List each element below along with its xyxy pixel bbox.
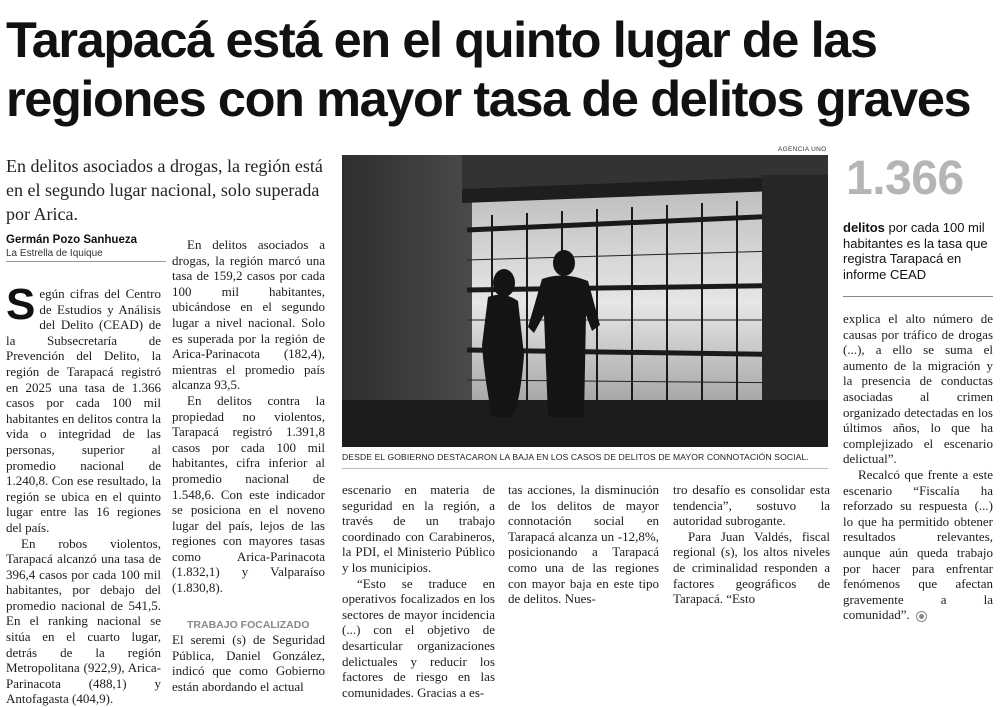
author-outlet: La Estrella de Iquique [6,247,176,260]
article-column-1 [6,286,161,707]
article-paragraph: “Esto se traduce en operativos focalizados en los sectores de mayor incidencia (...) con el objetivo de desarticular organizaciones delictuales y reducir los factores de riesgo en las comunidades. Gracias a es- [342,576,495,701]
article-paragraph: En robos violentos, Tarapacá alcanzó una tasa de 396,4 casos por cada 100 mil habitantes, por debajo del promedio nacional de 541,5. En el ranking nacional se sitúa en el cuarto lugar, detrás de la región Metropolitana (922,9), Arica-Parinacota (488,1) y Antofagasta (404,9). [6,536,161,707]
article-paragraph: escenario en materia de seguridad en la región, a través de un trabajo coordinado con Carabineros, la PDI, el Ministerio Público y los municipios. [342,482,495,576]
article-paragraph: En delitos asociados a drogas, la región marcó una tasa de 159,2 casos por cada 100 mil habitantes, ubicándose en el segundo lugar a nivel nacional. Solo es superada por la región de Arica-Parinacota (182,4), mientras el promedio país alcanza 93,5. [172,237,325,393]
stat-number: 1.366 [846,150,964,208]
author-name: Germán Pozo Sanhueza [6,233,176,247]
paragraph-text: egún cifras del Centro de Estudios y Análisis del Delito (CEAD) de la Subsecretaría de Prevención del Delito, la región de Tarapacá registró en 2025 una tasa de 1.366 casos por cada 100 mil habitantes en delitos contra la vida o integridad de las personas, superior al promedio nacional de 1.240,8. Con ese resultado, la región se ubica en el quinto lugar entre las 16 regiones del país. [6,286,161,535]
article-paragraph: En delitos contra la propiedad no violentos, Tarapacá registró 1.391,8 casos por cada 100 mil habitantes, cifra inferior al promedio nacional de 1.548,6. Con este indicador se posiciona en el noveno lugar del país, lejos de las regiones con mayores tasas como Arica-Parinacota (1.832,1) y Valparaíso (1.830,8). [172,393,325,596]
article-paragraph [6,286,161,536]
stat-divider [843,296,993,297]
headline: Tarapacá está en el quinto lugar de las regiones con mayor tasa de delitos graves [6,10,996,128]
article-column-2-section [172,618,325,694]
photo-illustration [342,155,828,447]
stat-text: por cada 100 mil habitantes es la tasa que registra Tarapacá en informe CEAD [843,220,988,282]
article-paragraph: explica el alto número de causas por tráfico de drogas (...), a ello se suma el aumento de la migración y la presencia de conductas asociadas al crimen organizado detectadas en los últimos años, lo que ha complejizado el escenario delictual”. [843,311,993,467]
article-column-2 [172,237,325,596]
section-label: TRABAJO FOCALIZADO [172,618,325,632]
article-column-3 [342,482,495,700]
byline-divider [6,261,166,262]
byline [6,233,176,260]
article-column-4 [508,482,659,607]
paragraph-text: Recalcó que frente a este escenario “Fiscalía ha reforzado su respuesta (...) lo que ha permitido obtener resultados relevantes, aunque aún queda trabajo por hacer para enfrentar fenómenos que afectan gravemente a la comunidad”. [843,467,993,622]
article-paragraph [843,467,993,623]
stat-description [843,220,993,282]
photo-credit: AGENCIA UNO [778,146,826,153]
subtitle: En delitos asociados a drogas, la región está en el segundo lugar nacional, solo superada por Arica. [6,154,331,226]
photo-caption: DESDE EL GOBIERNO DESTACARON LA BAJA EN LOS CASOS DE DELITOS DE MAYOR CONNOTACIÓN SOCIAL. [342,452,828,462]
stat-strong-word: delitos [843,220,885,235]
article-photo [342,155,828,447]
end-of-article-icon [916,611,927,622]
article-paragraph: Para Juan Valdés, fiscal regional (s), los altos niveles de criminalidad responden a factores geográficos de Tarapacá. “Esto [673,529,830,607]
article-column-5 [673,482,830,607]
article-paragraph: tro desafío es consolidar esta tendencia”, sostuvo la autoridad subrogante. [673,482,830,529]
dropcap-letter: S [6,288,35,322]
article-paragraph: El seremi (s) de Seguridad Pública, Daniel González, indicó que como Gobierno están abordando el actual [172,632,325,694]
article-column-6 [843,311,993,623]
article-paragraph: tas acciones, la disminución de los delitos de mayor connotación social en Tarapacá alcanza un -12,8%, posicionando a Tarapacá como una de las regiones con mayor baja en este tipo de delitos. Nues- [508,482,659,607]
caption-divider [342,468,828,469]
